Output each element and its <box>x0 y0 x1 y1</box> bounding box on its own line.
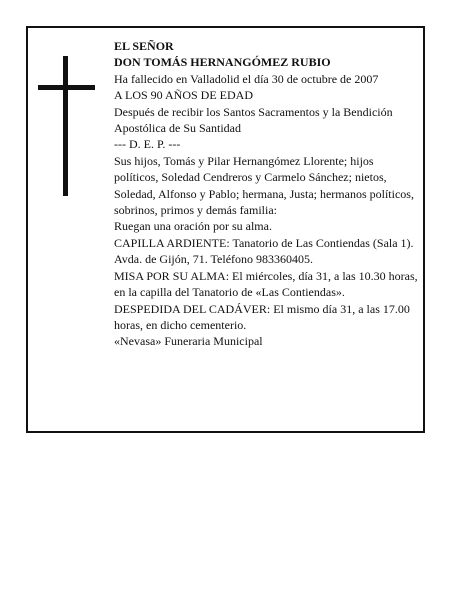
funeral-home-line: «Nevasa» Funeraria Municipal <box>114 334 263 349</box>
obituary-text <box>114 38 418 350</box>
farewell-line: DESPEDIDA DEL CADÁVER: El mismo día 31, a las 17.00 horas, en dicho cementerio. <box>114 301 410 332</box>
cross-icon-vertical <box>63 56 68 196</box>
chapel-line: CAPILLA ARDIENTE: Tanatorio de Las Contiendas (Sala 1). Avda. de Gijón, 71. Teléfono 983360405. <box>114 235 414 267</box>
age-line: A LOS 90 AÑOS DE EDAD <box>114 88 254 103</box>
prayer-line: Ruegan una oración por su alma. <box>114 219 272 234</box>
family-line: Sus hijos, Tomás y Pilar Hernangómez Llorente; hijos políticos, Soledad Cendreros y Carmelo Sánchez; nietos, Soledad, Alfonso y Pablo; hermana, Justa; hermanos políticos, sobrinos, primos y demás familia: <box>114 153 414 218</box>
obituary-title: EL SEÑOR <box>114 39 174 53</box>
cross-icon-horizontal <box>38 85 95 90</box>
deceased-name: DON TOMÁS HERNANGÓMEZ RUBIO <box>114 55 331 70</box>
sacraments-line: Después de recibir los Santos Sacramentos y la Bendición Apostólica de Su Santidad <box>114 104 393 136</box>
death-notice: Ha fallecido en Valladolid el día 30 de octubre de 2007 <box>114 71 379 86</box>
dep-line: --- D. E. P. --- <box>114 137 181 152</box>
mass-line: MISA POR SU ALMA: El miércoles, día 31, a las 10.30 horas, en la capilla del Tanatorio de «Las Contiendas». <box>114 268 418 300</box>
